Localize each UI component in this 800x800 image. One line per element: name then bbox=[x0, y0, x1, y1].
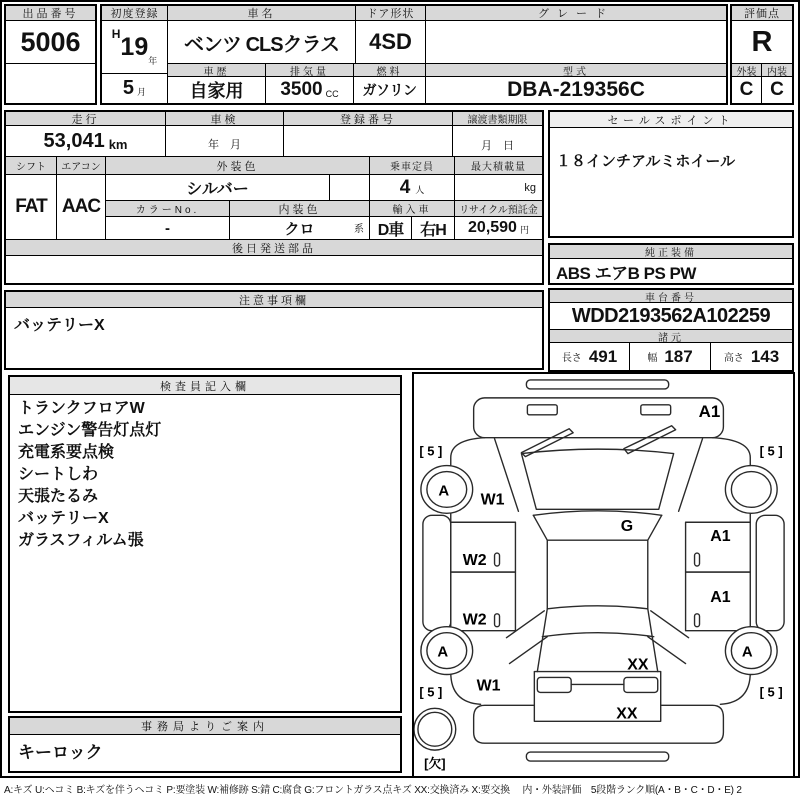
sail-panel-left-1 bbox=[506, 611, 544, 638]
office-info-box bbox=[8, 716, 402, 773]
capacity-value: 4 bbox=[399, 176, 411, 198]
a-pillar-right bbox=[679, 439, 703, 512]
mark-door-front-right: A1 bbox=[710, 528, 731, 546]
car-top-view-diagram bbox=[414, 374, 793, 774]
recycle-label: リサイクル預託金 bbox=[455, 201, 542, 217]
interior-color-label: 内装色 bbox=[230, 201, 370, 217]
sales-point-label: セールスポイント bbox=[550, 112, 792, 128]
spec-label: 諸元 bbox=[550, 330, 792, 343]
registration-no-value bbox=[284, 126, 453, 157]
color-no-label: カラーNo. bbox=[106, 201, 230, 217]
inspector-notes-box bbox=[8, 375, 402, 713]
front-bumper-strip bbox=[526, 380, 668, 389]
damage-legend: A:キズ U:ヘコミ B:キズを伴うヘコミ P:要塗装 W:補修跡 S:錆 C:腐食 G:フロントガラス点キズ XX:交換済み X:要交換 内・外装評価 5段階ランク順(A・B・C・D・E) 2 bbox=[4, 785, 742, 796]
spec-width-cell bbox=[630, 343, 711, 370]
first-reg-year: 19 bbox=[120, 32, 149, 61]
capacity-label: 乗車定員 bbox=[370, 157, 455, 175]
interior-color-value-cell bbox=[230, 217, 370, 240]
caution-box bbox=[4, 290, 544, 370]
mark-rear-bumper: XX bbox=[616, 705, 638, 723]
inspector-notes-label: 検査員記入欄 bbox=[10, 377, 400, 395]
max-load-value-cell bbox=[455, 175, 542, 201]
side-sill-right bbox=[756, 515, 784, 630]
mark-tire-front-left: [ 5 ] bbox=[419, 443, 443, 459]
mark-door-front-left: W2 bbox=[462, 552, 487, 570]
first-reg-month: 5 bbox=[122, 77, 135, 99]
sail-panel-right-2 bbox=[648, 637, 686, 664]
mark-tire-front-right: [ 5 ] bbox=[759, 443, 783, 459]
oem-equipment-box bbox=[548, 243, 794, 285]
spec-height-value: 143 bbox=[750, 346, 780, 366]
spec-width-value: 187 bbox=[664, 346, 693, 366]
inspector-note-line: エンジン警告灯点灯 bbox=[18, 422, 162, 439]
inspector-note-line: シートしわ bbox=[18, 466, 99, 483]
inspection-value: 年 月 bbox=[166, 126, 284, 157]
chassis-box bbox=[548, 288, 794, 372]
inspector-note-line: ガラスフィルム張 bbox=[18, 532, 144, 549]
score-label: 評価点 bbox=[732, 6, 792, 21]
fuel-label: 燃料 bbox=[354, 64, 426, 77]
later-parts-value bbox=[6, 256, 542, 283]
doors-label: ドア形状 bbox=[356, 6, 426, 21]
grade-label: グレード bbox=[426, 6, 726, 21]
registration-no-label: 登録番号 bbox=[284, 112, 453, 126]
first-reg-month-unit: 月 bbox=[137, 87, 147, 97]
front-panel bbox=[474, 398, 724, 438]
exterior-color-value: シルバー bbox=[106, 175, 330, 201]
car-name-label: 車名 bbox=[168, 6, 356, 21]
chassis-label: 車台番号 bbox=[550, 290, 792, 303]
interior-color-value: クロ bbox=[284, 220, 315, 238]
rear-bumper bbox=[474, 705, 724, 743]
first-reg-era: H bbox=[111, 27, 121, 41]
office-info-label: 事務局よりご案内 bbox=[10, 718, 400, 735]
oem-equipment-value: ABS エアB PS PW bbox=[550, 259, 792, 283]
exterior-label: 外装 bbox=[732, 64, 762, 77]
mark-quarter-rear-left: W1 bbox=[476, 677, 501, 695]
spec-length-label: 長さ bbox=[561, 353, 582, 364]
mileage-unit: km bbox=[108, 137, 128, 152]
mileage-label: 走行 bbox=[6, 112, 166, 126]
exterior-color-label: 外装色 bbox=[106, 157, 370, 175]
mark-fender-front-left: W1 bbox=[480, 491, 505, 509]
history-label: 車歴 bbox=[168, 64, 266, 77]
aircon-value: AAC bbox=[57, 175, 106, 240]
shift-label: シフト bbox=[6, 157, 57, 175]
import-d-value: D車 bbox=[370, 217, 412, 240]
door-handle bbox=[695, 553, 700, 566]
mark-spare-tire: [欠] bbox=[424, 756, 446, 772]
recycle-value-cell bbox=[455, 217, 542, 240]
chassis-value: WDD2193562A102259 bbox=[550, 303, 792, 330]
rear-window-inner bbox=[542, 633, 653, 637]
door-handle bbox=[495, 553, 500, 566]
doors-value: 4SD bbox=[356, 21, 426, 64]
fuel-value: ガソリン bbox=[354, 77, 426, 103]
mark-windshield: G bbox=[620, 518, 634, 536]
import-label: 輸入車 bbox=[370, 201, 455, 217]
inspector-notes-list bbox=[10, 395, 400, 555]
max-load-label: 最大積載量 bbox=[455, 157, 542, 175]
mark-tire-rear-right: [ 5 ] bbox=[759, 684, 783, 700]
displacement-number: 3500 bbox=[280, 79, 323, 100]
rear-bumper-strip bbox=[526, 752, 668, 761]
later-parts-label: 後日発送部品 bbox=[6, 240, 542, 256]
trunk-center bbox=[534, 672, 660, 722]
damage-diagram-box bbox=[412, 372, 795, 778]
tail-lamp-right bbox=[624, 677, 658, 692]
capacity-value-cell bbox=[370, 175, 455, 201]
windshield-outline bbox=[533, 515, 661, 540]
inspector-note-line: 天張たるみ bbox=[18, 488, 99, 505]
headlight-left bbox=[527, 405, 557, 415]
recycle-unit: 円 bbox=[519, 225, 529, 235]
spec-length-cell bbox=[550, 343, 630, 370]
transfer-deadline-value: 月 日 bbox=[453, 126, 542, 157]
oem-equipment-label: 純正装備 bbox=[550, 245, 792, 259]
interior-color-suffix: 系 bbox=[354, 224, 364, 235]
car-name-value: ベンツ CLSクラス bbox=[168, 21, 356, 64]
exterior-color-extra-cell bbox=[330, 175, 370, 201]
shift-value: FAT bbox=[6, 175, 57, 240]
mark-door-rear-left: W2 bbox=[462, 611, 487, 629]
import-rh-value: 右H bbox=[412, 217, 455, 240]
first-reg-month-cell bbox=[102, 74, 168, 103]
mark-wheel-rear-right: A bbox=[741, 643, 753, 661]
displacement-value bbox=[266, 77, 354, 103]
color-no-value: - bbox=[106, 217, 230, 240]
door-handle bbox=[495, 614, 500, 627]
lot-value: 5006 bbox=[6, 21, 95, 64]
inspector-note-line: 充電系要点検 bbox=[18, 444, 115, 461]
spec-length-value: 491 bbox=[588, 346, 618, 366]
interior-value: C bbox=[762, 77, 792, 103]
lot-empty-cell bbox=[6, 64, 95, 103]
caution-label: 注意事項欄 bbox=[6, 292, 542, 308]
office-info-value: キーロック bbox=[10, 735, 400, 771]
sales-point-value: １８インチアルミホイール bbox=[550, 128, 792, 236]
aircon-label: エアコン bbox=[57, 157, 106, 175]
capacity-unit: 人 bbox=[415, 185, 425, 195]
inspector-note-line: トランクフロアW bbox=[18, 400, 145, 417]
recycle-value: 20,590 bbox=[468, 219, 517, 236]
condition-box bbox=[4, 110, 544, 285]
hood-outline bbox=[521, 449, 673, 509]
vehicle-info-box bbox=[100, 4, 728, 105]
inspection-label: 車検 bbox=[166, 112, 284, 126]
interior-label: 内装 bbox=[762, 64, 792, 77]
cowl-curve bbox=[533, 511, 661, 515]
first-reg-year-unit: 年 bbox=[148, 56, 158, 66]
history-value: 自家用 bbox=[168, 77, 266, 103]
sail-panel-right-1 bbox=[651, 611, 689, 638]
score-value: R bbox=[732, 21, 792, 64]
spec-height-label: 高さ bbox=[723, 353, 744, 364]
mark-tire-rear-left: [ 5 ] bbox=[419, 684, 443, 700]
headlight-right bbox=[641, 405, 671, 415]
displacement-label: 排気量 bbox=[266, 64, 354, 77]
score-box bbox=[730, 4, 794, 105]
first-reg-value bbox=[102, 21, 168, 74]
lot-box bbox=[4, 4, 97, 105]
spec-width-label: 幅 bbox=[647, 353, 658, 364]
first-reg-label: 初度登録 bbox=[102, 6, 168, 21]
inspector-note-line: バッテリーX bbox=[18, 510, 109, 527]
caution-value: バッテリーX bbox=[6, 308, 542, 368]
mileage-value: 53,041 bbox=[43, 129, 105, 152]
spec-height-cell bbox=[711, 343, 792, 370]
grade-value bbox=[426, 21, 726, 64]
model-code-label: 型式 bbox=[426, 64, 726, 77]
model-code-value: DBA-219356C bbox=[426, 77, 726, 103]
exterior-value: C bbox=[732, 77, 762, 103]
transfer-deadline-label: 譲渡書類期限 bbox=[453, 112, 542, 126]
max-load-unit: kg bbox=[524, 181, 536, 194]
mark-front-panel: A1 bbox=[698, 401, 721, 421]
tail-lamp-left bbox=[537, 677, 571, 692]
mark-trunk: XX bbox=[627, 656, 649, 674]
sales-point-box bbox=[548, 110, 794, 238]
door-handle bbox=[695, 614, 700, 627]
mark-door-rear-right: A1 bbox=[710, 588, 731, 606]
sail-panel-left-2 bbox=[509, 637, 547, 664]
displacement-unit: CC bbox=[325, 89, 339, 99]
lot-label: 出品番号 bbox=[6, 6, 95, 21]
mark-wheel-front-left: A bbox=[438, 482, 450, 500]
mark-wheel-rear-left: A bbox=[437, 643, 449, 661]
mileage-value-cell bbox=[6, 126, 166, 157]
side-sill-left bbox=[423, 515, 451, 630]
rear-window-top bbox=[547, 606, 647, 609]
